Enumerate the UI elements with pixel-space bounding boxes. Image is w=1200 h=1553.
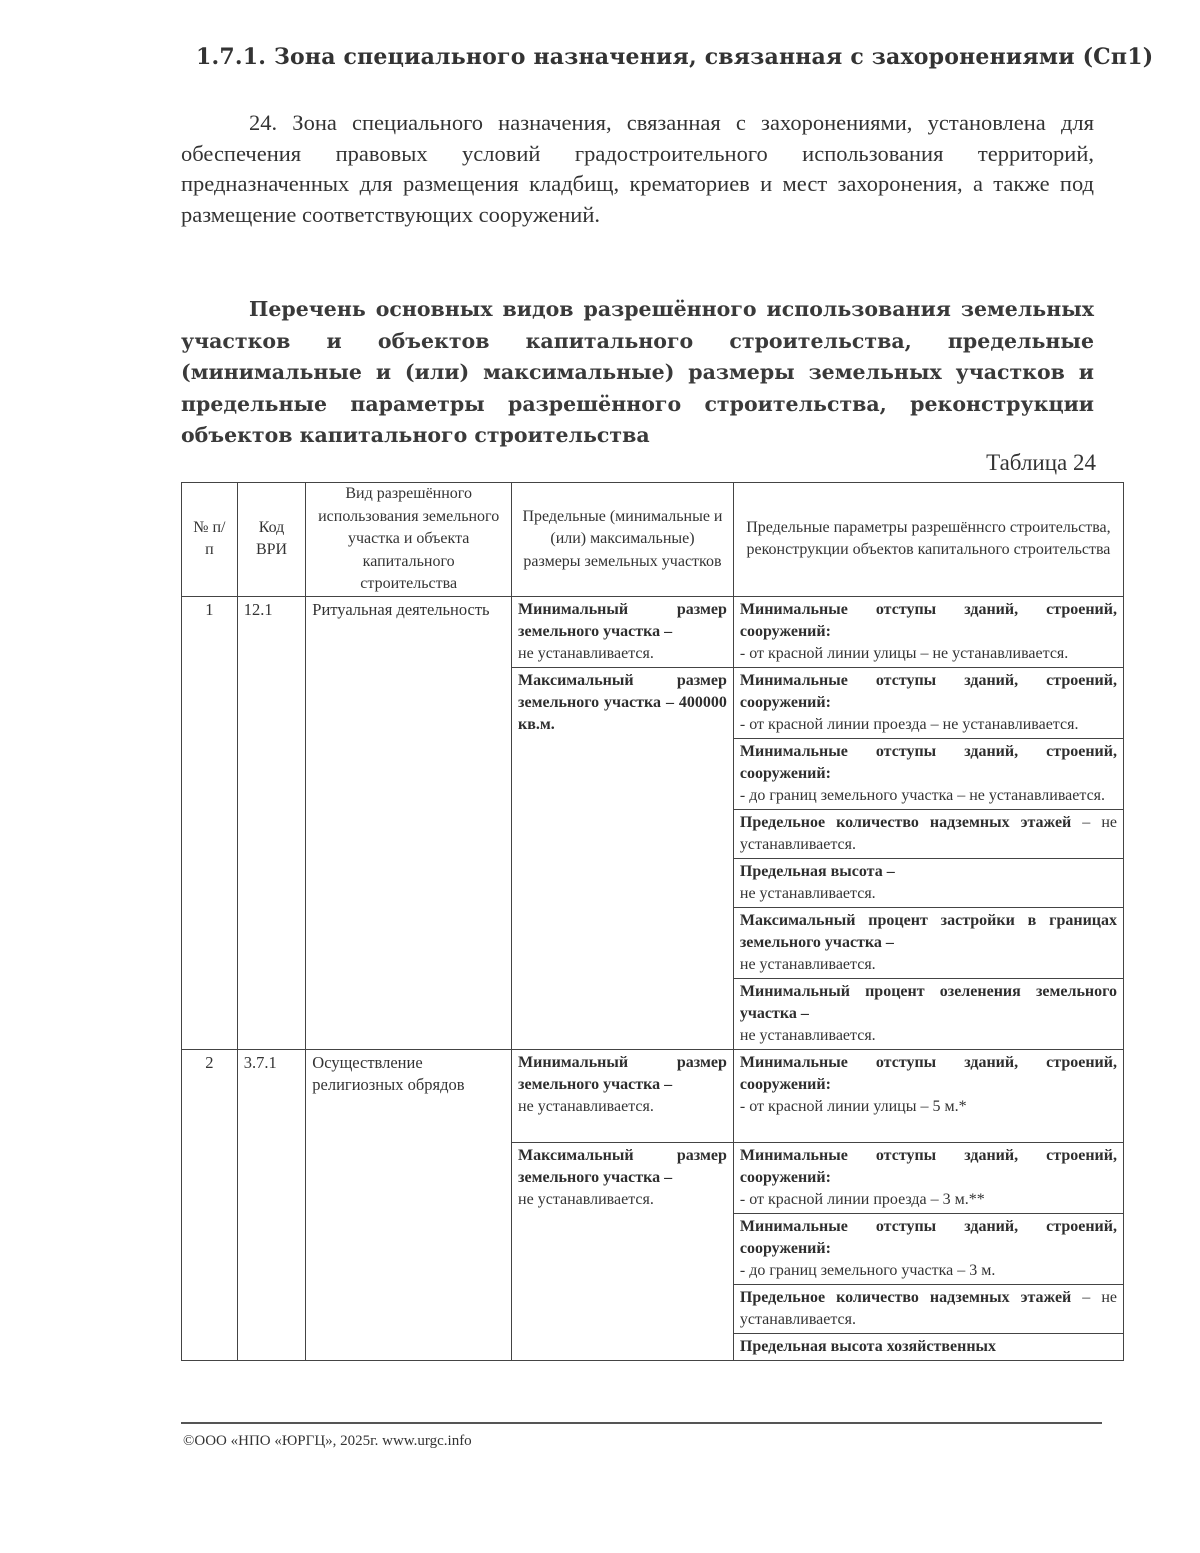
header-number: № п/п [182, 483, 238, 597]
size-label: Максимальный размер земельного участка – [518, 1146, 727, 1186]
param-value: не устанавливается. [739, 884, 876, 902]
param-label: Минимальный процент озеленения земельного участка – [739, 982, 1117, 1022]
param-label: Минимальные отступы зданий, строений, сооружений: [739, 1217, 1117, 1257]
param-label: Предельное количество надземных этажей [739, 1288, 1072, 1306]
param-value: - до границ земельного участка – 3 м. [739, 1261, 996, 1279]
row-use-name: Осуществление религиозных обрядов [306, 1049, 512, 1360]
permitted-use-table [181, 482, 1124, 1361]
header-use-type: Вид разрешённого использования земельного участка и объекта капитального строительства [306, 483, 512, 597]
param-value: не устанавливается. [739, 1026, 876, 1044]
size-cell [512, 596, 734, 667]
param-cell [733, 1284, 1123, 1333]
row-use-name: Ритуальная деятельность [306, 596, 512, 1049]
table-row [182, 1049, 1124, 1142]
header-plot-sizes: Предельные (минимальные и (или) максимальные) размеры земельных участков [512, 483, 734, 597]
size-label: Минимальный размер земельного участка – [518, 600, 727, 640]
header-code: Код ВРИ [237, 483, 306, 597]
param-value: - от красной линии улицы – 5 м.* [739, 1097, 967, 1115]
param-cell [733, 907, 1123, 978]
size-label: Минимальный размер земельного участка – [518, 1053, 727, 1093]
param-value: не устанавливается. [739, 955, 876, 973]
param-value: - от красной линии проезда – 3 м.** [739, 1190, 985, 1208]
param-cell [733, 1142, 1123, 1213]
param-label: Минимальные отступы зданий, строений, сооружений: [739, 742, 1117, 782]
param-value: – не устанавливается. [739, 813, 1117, 853]
section-heading: 1.7.1. Зона специального назначения, связанная с захоронениями (Сп1) [196, 44, 1154, 70]
table-header-row [182, 483, 1124, 597]
row-code: 12.1 [237, 596, 306, 1049]
size-cell [512, 1049, 734, 1142]
size-value: не устанавливается. [518, 644, 654, 662]
param-cell [733, 809, 1123, 858]
table-row [182, 596, 1124, 667]
size-label: Максимальный размер земельного участка – 400000 кв.м. [518, 671, 727, 733]
param-cell [733, 978, 1123, 1049]
param-label: Предельная высота – [739, 862, 895, 880]
size-cell [512, 1142, 734, 1360]
param-label: Минимальные отступы зданий, строений, сооружений: [739, 1053, 1117, 1093]
list-title: Перечень основных видов разрешённого использования земельных участков и объектов капитального строительства, предельные (минимальные и (или) максимальные) размеры земельных участков и предельные параметры разрешённого строительства, реконструкции объектов капитального строительства [181, 297, 1094, 447]
param-cell [733, 667, 1123, 738]
param-label: Предельное количество надземных этажей [739, 813, 1072, 831]
row-number: 2 [182, 1049, 238, 1360]
param-cell [733, 596, 1123, 667]
param-label: Максимальный процент застройки в границах земельного участка – [739, 911, 1117, 951]
footer-copyright: ©ООО «НПО «ЮРГЦ», 2025г. www.urgc.info [183, 1433, 472, 1449]
header-parameters: Предельные параметры разрешённсго строительства, реконструкции объектов капитального строительства [733, 483, 1123, 597]
footer-divider [181, 1422, 1102, 1424]
size-value: не устанавливается. [518, 1097, 654, 1115]
param-value: – не устанавливается. [739, 1288, 1117, 1328]
param-value: - до границ земельного участка – не устанавливается. [739, 786, 1106, 804]
param-value: - от красной линии проезда – не устанавливается. [739, 715, 1079, 733]
param-label: Минимальные отступы зданий, строений, сооружений: [739, 600, 1117, 640]
param-label: Предельная высота хозяйственных [739, 1337, 997, 1355]
param-label: Минимальные отступы зданий, строений, сооружений: [739, 671, 1117, 711]
param-cell [733, 1213, 1123, 1284]
param-cell [733, 858, 1123, 907]
param-cell [733, 738, 1123, 809]
param-value: - от красной линии улицы – не устанавливается. [739, 644, 1069, 662]
section-paragraph: 24. Зона специального назначения, связанная с захоронениями, установлена для обеспечения правовых условий градостроительного использования территорий, предназначенных для размещения кладбищ, крематориев и мест захоронения, а также под размещение соответствующих сооружений. [181, 110, 1094, 227]
param-label: Минимальные отступы зданий, строений, сооружений: [739, 1146, 1117, 1186]
table-caption: Таблица 24 [986, 450, 1096, 475]
size-cell [512, 667, 734, 1049]
param-cell [733, 1333, 1123, 1360]
row-number: 1 [182, 596, 238, 1049]
param-cell [733, 1049, 1123, 1142]
row-code: 3.7.1 [237, 1049, 306, 1360]
size-value: не устанавливается. [518, 1190, 654, 1208]
